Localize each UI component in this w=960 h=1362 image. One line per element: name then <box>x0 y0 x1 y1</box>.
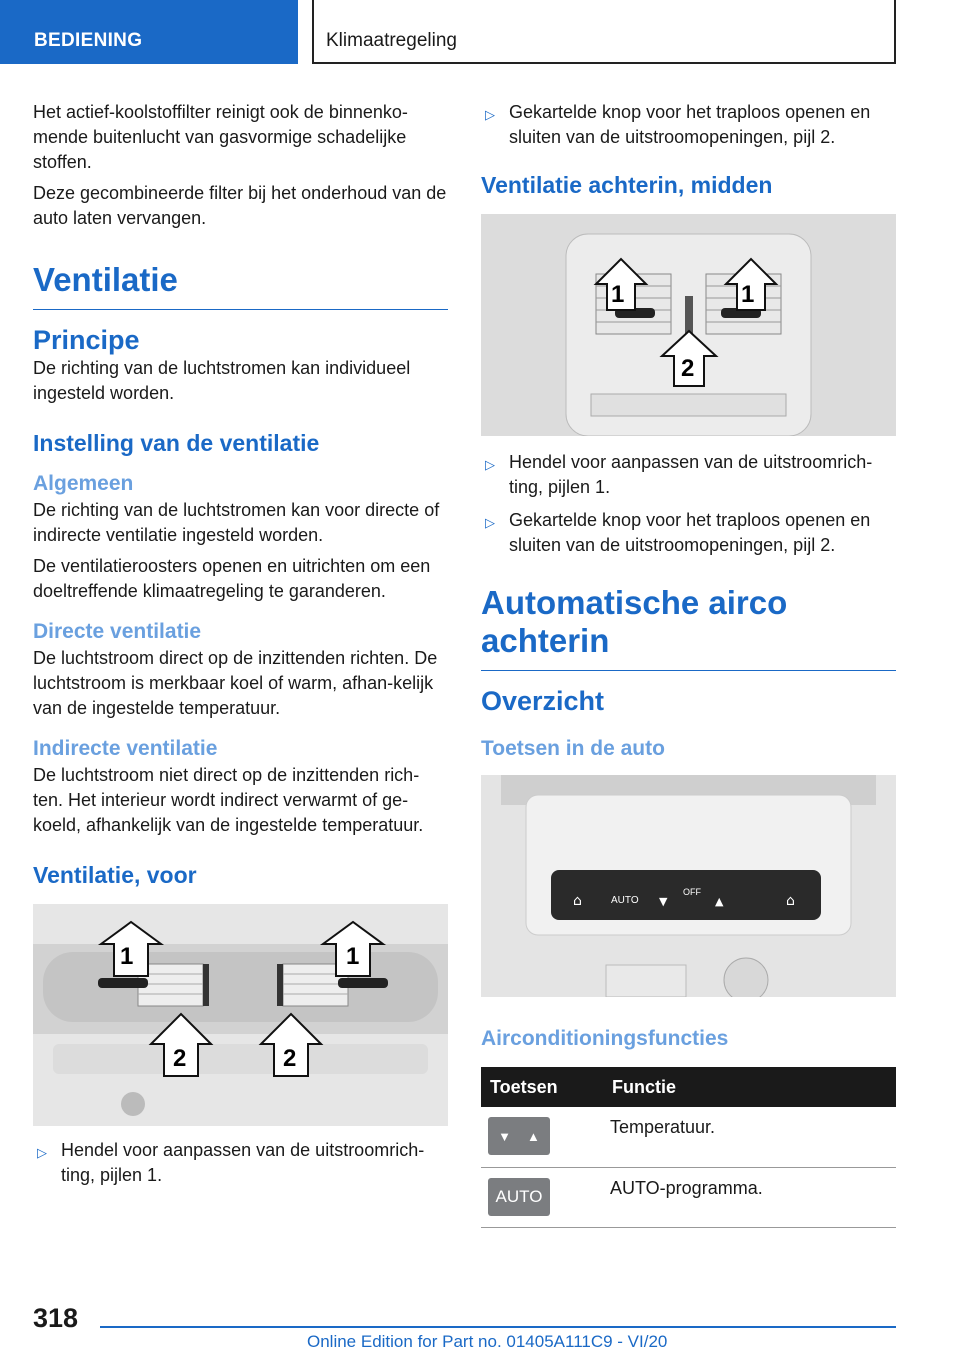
left-column <box>33 100 448 1196</box>
temperature-key-icon <box>488 1117 550 1155</box>
paragraph: De richting van de luchtstromen kan voor directe of indirecte ventilatie ingesteld worden. <box>33 500 440 545</box>
front-vents-photo <box>33 904 448 1126</box>
list-item: ▷ Gekartelde knop voor het traploos openen en sluiten van de uitstroomopeningen, pijl 2. <box>481 508 896 558</box>
arrow-2-label: 2 <box>681 355 695 382</box>
arrow-1-label: 1 <box>120 943 134 970</box>
chapter-title: Klimaatregeling <box>312 0 896 64</box>
heading-algemeen: Algemeen <box>33 472 134 495</box>
heading-automatische-airco: Automatische airco achterin <box>481 584 896 671</box>
heading-instelling: Instelling van de ventilatie <box>33 430 320 456</box>
auto-key-icon: AUTO <box>488 1178 550 1216</box>
arrow-up-icon: ▲ <box>527 1128 540 1144</box>
arrow-down-icon: ▼ <box>659 895 668 908</box>
arrow-2-label: 2 <box>173 1045 187 1072</box>
arrow-down-icon: ▼ <box>498 1128 511 1144</box>
table-cell: AUTO-programma. <box>603 1167 896 1227</box>
arrow-up-icon: ▲ <box>715 895 724 908</box>
right-column <box>481 100 896 1228</box>
footer-divider <box>100 1326 896 1328</box>
column-header: Functie <box>603 1067 896 1107</box>
list-item: ▷ Hendel voor aanpassen van de uitstroomrich-ting, pijlen 1. <box>481 450 896 500</box>
paragraph: De luchtstroom niet direct op de inzittenden rich-ten. Het interieur wordt indirect verwarmt of ge-koeld, afhankelijk van de ingestelde temperatuur. <box>33 765 424 835</box>
paragraph: De richting van de luchtstromen kan individueel ingesteld worden. <box>33 358 411 403</box>
triangle-bullet-icon: ▷ <box>485 515 495 530</box>
heading-principe: Principe <box>33 325 140 355</box>
column-header: Toetsen <box>481 1067 603 1107</box>
heading-ventilatie-voor: Ventilatie, voor <box>33 862 197 888</box>
heading-directe-ventilatie: Directe ventilatie <box>33 620 202 643</box>
rear-vents-photo <box>481 214 896 436</box>
triangle-bullet-icon: ▷ <box>485 107 495 122</box>
triangle-bullet-icon: ▷ <box>37 1145 47 1160</box>
arrow-1-label: 1 <box>741 281 755 308</box>
triangle-bullet-icon: ▷ <box>485 457 495 472</box>
functions-table <box>481 1067 896 1228</box>
section-tab: BEDIENING <box>0 0 298 64</box>
table-header-row <box>481 1067 896 1107</box>
table-cell: Temperatuur. <box>603 1107 896 1167</box>
off-button-label: OFF <box>683 887 701 897</box>
heading-overzicht: Overzicht <box>481 686 605 716</box>
heading-indirecte-ventilatie: Indirecte ventilatie <box>33 737 218 760</box>
heading-ventilatie: Ventilatie <box>33 261 448 310</box>
heading-airconditioningsfuncties: Airconditioningsfuncties <box>481 1027 729 1050</box>
footer-edition: Online Edition for Part no. 01405A111C9 - VI/20 <box>307 1332 668 1351</box>
seat-heating-icon: ⌂ <box>786 893 795 909</box>
seat-heating-icon: ⌂ <box>573 893 582 909</box>
paragraph: De ventilatieroosters openen en uitrichten om een doeltreffende klimaatregeling te garanderen. <box>33 556 431 601</box>
table-row <box>481 1107 896 1167</box>
auto-button-label: AUTO <box>611 895 639 906</box>
arrow-2-label: 2 <box>283 1045 297 1072</box>
paragraph: De luchtstroom direct op de inzittenden richten. De luchtstroom is merkbaar koel of warm, afhan-kelijk van de ingestelde temperatuur. <box>33 648 438 718</box>
table-row <box>481 1167 896 1227</box>
list-item: ▷ Hendel voor aanpassen van de uitstroomrich-ting, pijlen 1. <box>33 1138 448 1188</box>
arrow-1-label: 1 <box>611 281 625 308</box>
heading-toetsen: Toetsen in de auto <box>481 737 665 760</box>
heading-ventilatie-achterin: Ventilatie achterin, midden <box>481 172 773 198</box>
paragraph: Het actief-koolstoffilter reinigt ook de binnenko-mende buitenlucht van gasvormige schadelijke stoffen. <box>33 102 408 172</box>
rear-climate-panel-photo <box>481 775 896 997</box>
paragraph: Deze gecombineerde filter bij het onderhoud van de auto laten vervangen. <box>33 183 447 228</box>
arrow-1-label: 1 <box>346 943 360 970</box>
list-item: ▷ Gekartelde knop voor het traploos openen en sluiten van de uitstroomopeningen, pijl 2. <box>481 100 896 150</box>
page-number: 318 <box>33 1303 79 1333</box>
